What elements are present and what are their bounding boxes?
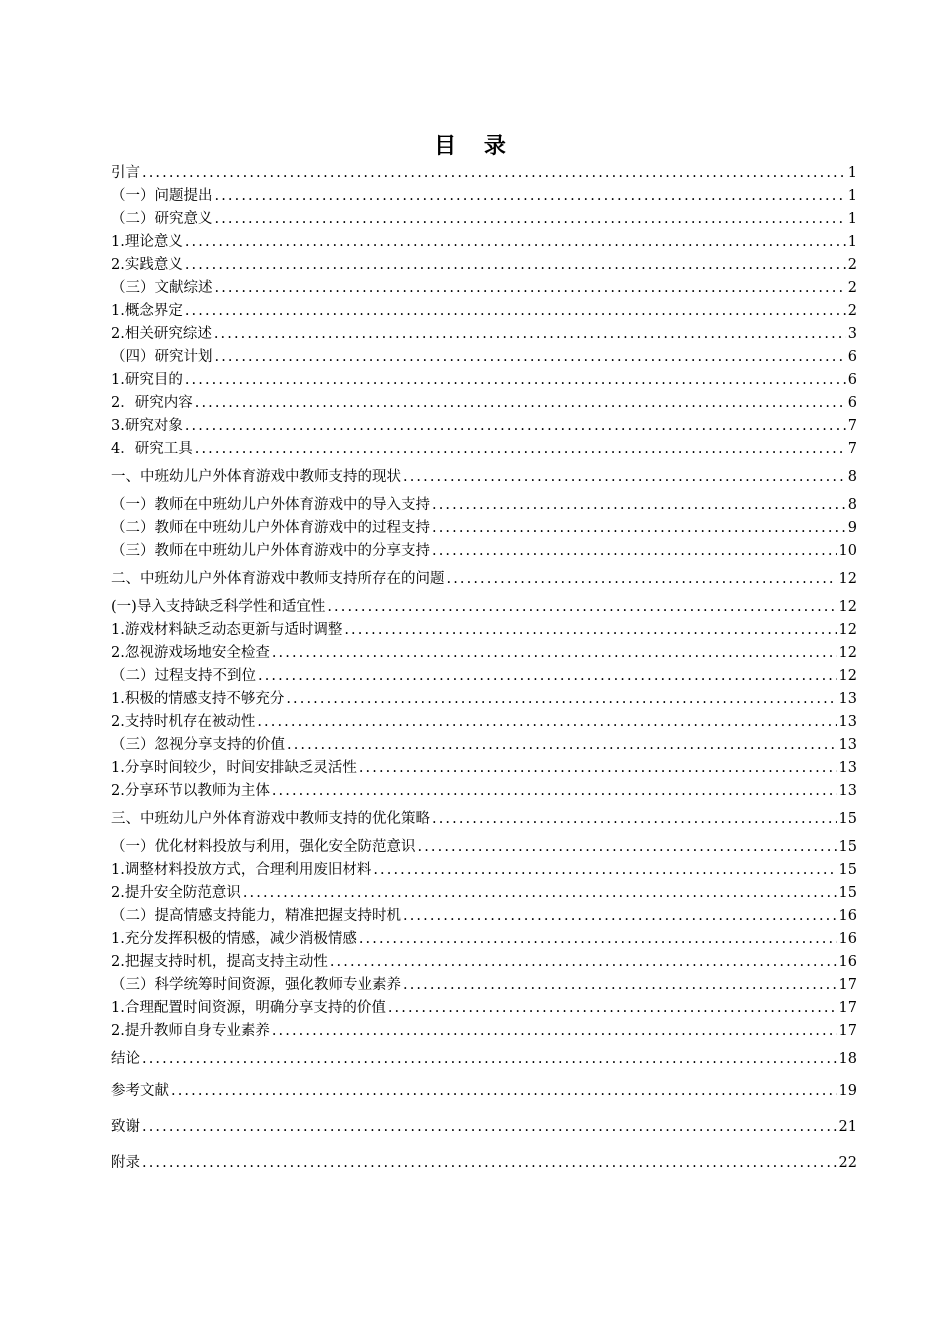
toc-entry[interactable] — [111, 620, 857, 640]
toc-entry[interactable] — [111, 416, 857, 436]
toc-leader-dots — [142, 1117, 837, 1137]
toc-entry[interactable] — [111, 666, 857, 686]
toc-entry-text: 引言 — [111, 165, 140, 181]
toc-page-number: 1 — [847, 211, 857, 227]
toc-entry-text: 2.实践意义 — [111, 257, 183, 273]
toc-entry-text: 1.概念界定 — [111, 303, 183, 319]
toc-entry-text: 三、中班幼儿户外体育游戏中教师支持的优化策略 — [111, 811, 430, 827]
toc-page-number: 2 — [847, 257, 857, 273]
toc-leader-dots — [327, 597, 836, 617]
toc-entry-text: 2.忽视游戏场地安全检查 — [111, 645, 270, 661]
toc-page-number: 16 — [838, 954, 857, 970]
toc-entry[interactable] — [111, 495, 857, 515]
toc-entry-text: 1.充分发挥积极的情感，减少消极情感 — [111, 931, 357, 947]
toc-leader-dots — [403, 975, 837, 995]
toc-entry-text: 2.相关研究综述 — [111, 326, 212, 342]
toc-leader-dots — [257, 712, 836, 732]
toc-entry[interactable] — [111, 439, 857, 459]
toc-page-number: 9 — [847, 520, 857, 536]
toc-page-number: 13 — [838, 737, 857, 753]
toc-entry-text: 二、中班幼儿户外体育游戏中教师支持所存在的问题 — [111, 571, 445, 587]
toc-page-number: 13 — [838, 760, 857, 776]
toc-title: 目 录 — [434, 134, 516, 159]
toc-entry[interactable] — [111, 324, 857, 344]
toc-entry-text: 附录 — [111, 1155, 140, 1171]
toc-entry[interactable] — [111, 467, 857, 487]
toc-entry-text: （二）提高情感支持能力，精准把握支持时机 — [111, 908, 401, 924]
toc-entry[interactable] — [111, 1021, 857, 1041]
toc-page-number: 12 — [838, 668, 857, 684]
toc-leader-dots — [195, 439, 846, 459]
toc-page-number: 15 — [838, 862, 857, 878]
toc-page-number: 6 — [847, 395, 857, 411]
toc-entry[interactable] — [111, 1081, 857, 1101]
toc-entry[interactable] — [111, 186, 857, 206]
toc-page-number: 12 — [838, 645, 857, 661]
toc-entry[interactable] — [111, 301, 857, 321]
toc-leader-dots — [142, 1153, 837, 1173]
toc-entry-text: 2.提升教师自身专业素养 — [111, 1023, 270, 1039]
toc-entry-text: （三）文献综述 — [111, 280, 213, 296]
toc-leader-dots — [171, 1081, 837, 1101]
toc-entry[interactable] — [111, 163, 857, 183]
toc-entry-text: 1.合理配置时间资源，明确分享支持的价值 — [111, 1000, 386, 1016]
toc-leader-dots — [403, 906, 837, 926]
toc-leader-dots — [287, 735, 837, 755]
toc-leader-dots — [272, 643, 837, 663]
toc-entry[interactable] — [111, 541, 857, 561]
toc-page-number: 15 — [838, 839, 857, 855]
toc-page-number: 7 — [847, 418, 857, 434]
toc-leader-dots — [286, 689, 836, 709]
toc-entry-text: （二）教师在中班幼儿户外体育游戏中的过程支持 — [111, 520, 430, 536]
toc-entry-text: 1.游戏材料缺乏动态更新与适时调整 — [111, 622, 343, 638]
toc-leader-dots — [418, 837, 837, 857]
toc-page-number: 2 — [847, 280, 857, 296]
toc-leader-dots — [432, 541, 837, 561]
toc-leader-dots — [258, 666, 837, 686]
toc-entry[interactable] — [111, 1153, 857, 1173]
toc-leader-dots — [243, 883, 837, 903]
toc-entry[interactable] — [111, 255, 857, 275]
toc-entry[interactable] — [111, 712, 857, 732]
toc-page-number: 17 — [838, 1023, 857, 1039]
toc-entry[interactable] — [111, 952, 857, 972]
toc-entry-text: 结论 — [111, 1051, 140, 1067]
toc-leader-dots — [432, 809, 837, 829]
toc-entry[interactable] — [111, 232, 857, 252]
toc-entry[interactable] — [111, 1117, 857, 1137]
toc-page-number: 18 — [838, 1051, 857, 1067]
toc-entry[interactable] — [111, 860, 857, 880]
toc-entry-text: （三）教师在中班幼儿户外体育游戏中的分享支持 — [111, 543, 430, 559]
toc-page-number: 1 — [847, 234, 857, 250]
toc-leader-dots — [215, 186, 846, 206]
toc-entry-text: 一、中班幼儿户外体育游戏中教师支持的现状 — [111, 469, 401, 485]
toc-leader-dots — [373, 860, 836, 880]
toc-entry[interactable] — [111, 643, 857, 663]
toc-page-number: 13 — [838, 783, 857, 799]
toc-entry-text: (一)导入支持缺乏科学性和适宜性 — [111, 599, 326, 615]
toc-page-number: 17 — [838, 1000, 857, 1016]
toc-page-number: 12 — [838, 622, 857, 638]
toc-page-number: 13 — [838, 691, 857, 707]
toc-entry-text: （三）忽视分享支持的价值 — [111, 737, 285, 753]
toc-leader-dots — [432, 495, 846, 515]
toc-leader-dots — [185, 232, 846, 252]
toc-entry[interactable] — [111, 209, 857, 229]
toc-page-number: 8 — [847, 497, 857, 513]
toc-leader-dots — [330, 952, 837, 972]
toc-page-number: 16 — [838, 908, 857, 924]
toc-entry[interactable] — [111, 837, 857, 857]
toc-entry[interactable] — [111, 758, 857, 778]
toc-leader-dots — [388, 998, 837, 1018]
toc-entry-text: （一）优化材料投放与利用，强化安全防范意识 — [111, 839, 416, 855]
toc-page-number: 12 — [838, 571, 857, 587]
toc-entry-text: 2.提升安全防范意识 — [111, 885, 241, 901]
toc-entry[interactable] — [111, 781, 857, 801]
toc-page-number: 2 — [847, 303, 857, 319]
toc-page-number: 19 — [838, 1083, 857, 1099]
toc-entry-text: 1.理论意义 — [111, 234, 183, 250]
toc-entry[interactable] — [111, 809, 857, 829]
toc-entry[interactable] — [111, 347, 857, 367]
toc-entry-text: 1.积极的情感支持不够充分 — [111, 691, 285, 707]
toc-leader-dots — [359, 929, 837, 949]
toc-leader-dots — [272, 1021, 837, 1041]
toc-page-number: 6 — [847, 349, 857, 365]
toc-entry-text: （一）问题提出 — [111, 188, 213, 204]
toc-page-number: 1 — [847, 188, 857, 204]
toc-entry[interactable] — [111, 393, 857, 413]
toc-entry-text: （一）教师在中班幼儿户外体育游戏中的导入支持 — [111, 497, 430, 513]
toc-entry-text: （二）过程支持不到位 — [111, 668, 256, 684]
toc-entry-text: 1.分享时间较少，时间安排缺乏灵活性 — [111, 760, 357, 776]
toc-page-number: 21 — [838, 1119, 857, 1135]
toc-leader-dots — [185, 301, 846, 321]
toc-page-number: 1 — [847, 165, 857, 181]
toc-entry[interactable] — [111, 998, 857, 1018]
toc-page-number: 22 — [838, 1155, 857, 1171]
toc-page-number: 15 — [838, 811, 857, 827]
toc-entry[interactable] — [111, 883, 857, 903]
toc-entry[interactable] — [111, 1049, 857, 1069]
toc-leader-dots — [215, 209, 846, 229]
toc-leader-dots — [185, 416, 846, 436]
toc-page-number: 7 — [847, 441, 857, 457]
toc-leader-dots — [359, 758, 837, 778]
toc-entry[interactable] — [111, 735, 857, 755]
toc-leader-dots — [195, 393, 846, 413]
toc-entry[interactable] — [111, 569, 857, 589]
toc-leader-dots — [142, 1049, 837, 1069]
toc-leader-dots — [344, 620, 836, 640]
toc-page-number: 16 — [838, 931, 857, 947]
toc-entry-text: （四）研究计划 — [111, 349, 213, 365]
toc-entry-text: 1.研究目的 — [111, 372, 183, 388]
toc-entry[interactable] — [111, 689, 857, 709]
toc-entry-text: （三）科学统筹时间资源，强化教师专业素养 — [111, 977, 401, 993]
toc-entry[interactable] — [111, 975, 857, 995]
toc-entry[interactable] — [111, 929, 857, 949]
toc-entry-text: 2.支持时机存在被动性 — [111, 714, 256, 730]
toc-entry-text: 4．研究工具 — [111, 441, 193, 457]
toc-entry-text: 3.研究对象 — [111, 418, 183, 434]
toc-page-number: 8 — [847, 469, 857, 485]
toc-leader-dots — [185, 255, 846, 275]
toc-leader-dots — [214, 324, 846, 344]
toc-entry-text: 2．研究内容 — [111, 395, 193, 411]
toc-page-number: 17 — [838, 977, 857, 993]
toc-entry[interactable] — [111, 597, 857, 617]
toc-entry-text: 致谢 — [111, 1119, 140, 1135]
toc-entry[interactable] — [111, 370, 857, 390]
toc-page-number: 10 — [838, 543, 857, 559]
toc-entry-text: 2.把握支持时机，提高支持主动性 — [111, 954, 328, 970]
toc-entry[interactable] — [111, 906, 857, 926]
toc-page-number: 12 — [838, 599, 857, 615]
toc-leader-dots — [272, 781, 837, 801]
toc-leader-dots — [215, 278, 846, 298]
table-of-contents — [111, 160, 857, 1173]
toc-leader-dots — [185, 370, 846, 390]
toc-entry-text: 2.分享环节以教师为主体 — [111, 783, 270, 799]
toc-leader-dots — [447, 569, 837, 589]
toc-leader-dots — [215, 347, 846, 367]
toc-entry[interactable] — [111, 278, 857, 298]
toc-leader-dots — [142, 163, 846, 183]
toc-entry-text: 参考文献 — [111, 1083, 169, 1099]
toc-entry-text: （二）研究意义 — [111, 211, 213, 227]
toc-page-number: 15 — [838, 885, 857, 901]
toc-leader-dots — [432, 518, 846, 538]
toc-entry-text: 1.调整材料投放方式，合理利用废旧材料 — [111, 862, 372, 878]
toc-page-number: 6 — [847, 372, 857, 388]
toc-entry[interactable] — [111, 518, 857, 538]
toc-page-number: 3 — [847, 326, 857, 342]
toc-page-number: 13 — [838, 714, 857, 730]
toc-leader-dots — [403, 467, 846, 487]
